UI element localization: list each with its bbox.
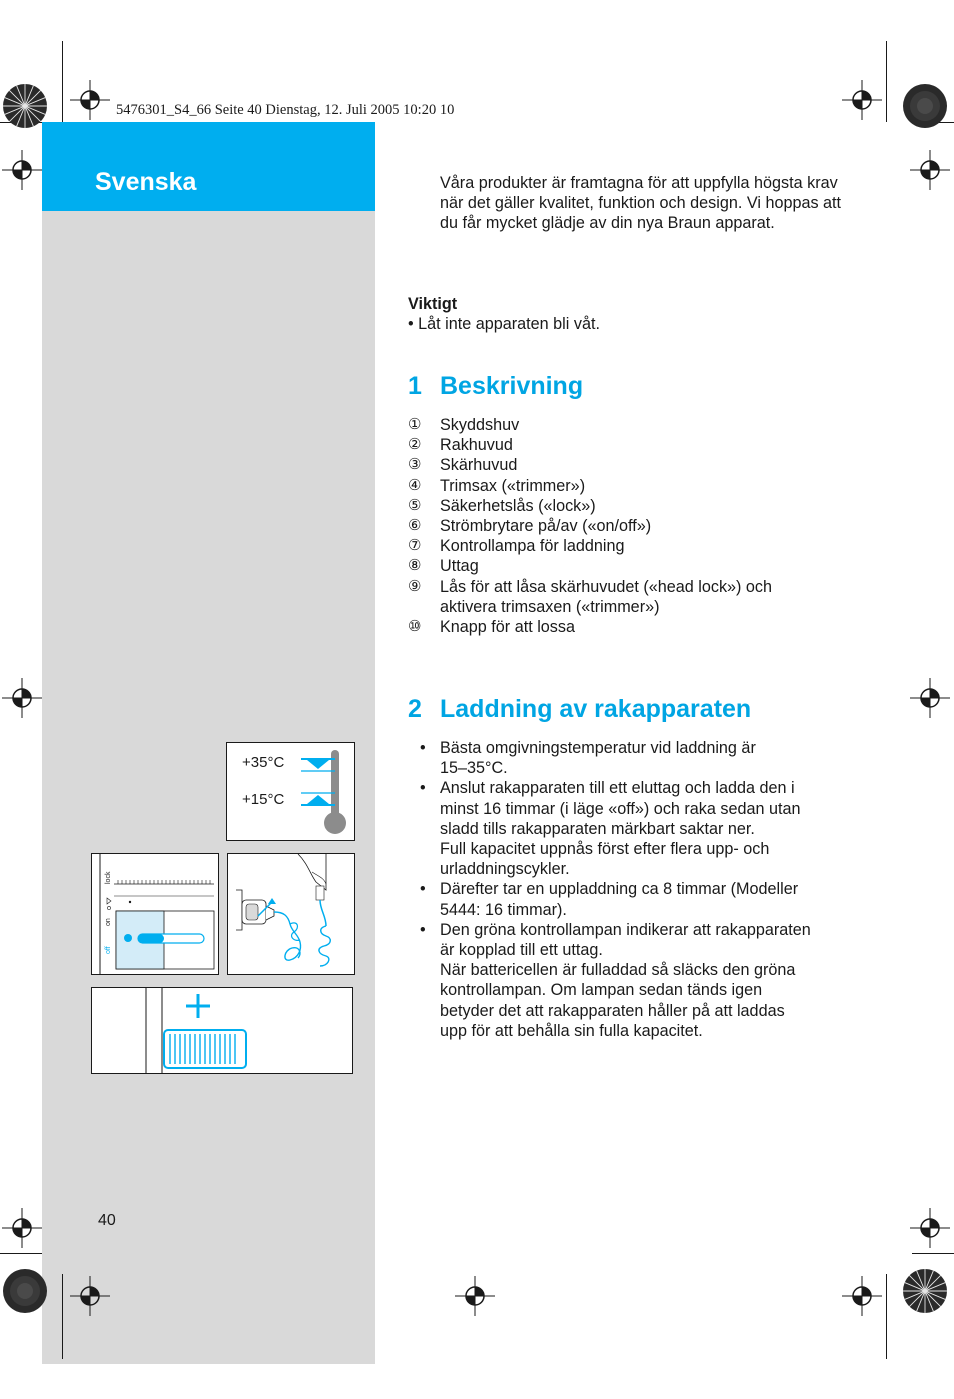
list-item xyxy=(408,617,858,637)
registration-mark-icon xyxy=(2,150,42,190)
list-item xyxy=(408,536,858,556)
important-heading: Viktigt xyxy=(408,295,458,313)
item-text: Trimsax («trimmer») xyxy=(440,476,586,495)
registration-mark-icon xyxy=(910,150,950,190)
item-number: ⑦ xyxy=(408,537,422,555)
item-number: ⑨ xyxy=(408,577,422,595)
registration-mark-icon xyxy=(842,80,882,120)
star-target-icon xyxy=(902,1268,948,1314)
item-text: Säkerhetslås («lock») xyxy=(440,496,596,515)
charging-cord-figure xyxy=(227,853,355,975)
star-target-icon xyxy=(2,1268,48,1314)
section-title: Laddning av rakapparaten xyxy=(440,695,752,723)
registration-mark-icon xyxy=(842,1276,882,1316)
registration-mark-icon xyxy=(910,1208,950,1248)
registration-mark-icon xyxy=(70,80,110,120)
section-title: Beskrivning xyxy=(440,372,584,400)
list-item xyxy=(408,516,858,536)
item-text: Därefter tar en uppladdning ca 8 timmar (Modeller 5444: 16 timmar). xyxy=(440,880,799,919)
item-text: Skyddshuv xyxy=(440,416,520,434)
battery-plus-icon xyxy=(92,988,352,1073)
section-number: 2 xyxy=(408,695,422,723)
item-text: Den gröna kontrollampan indikerar att rakapparaten är kopplad till ett uttag. När battericellen är fulladdad så släcks den gröna kontrollampan. Om lampan sedan tänds igen betyder det att rakapparaten håller på att laddas upp för att behålla sin fulla kapacitet. xyxy=(440,920,811,1040)
item-number: ① xyxy=(408,416,422,433)
item-text: Lås för att låsa skärhuvudet («head lock») och aktivera trimsaxen («trimmer») xyxy=(440,577,773,616)
registration-mark-icon xyxy=(910,678,950,718)
temp-high-label: +35°C xyxy=(242,754,285,771)
item-text: Anslut rakapparaten till ett eluttag och ladda den i minst 16 timmar (i läge «off») och raka sedan utan sladd tills rakapparaten märkbart saktar ner. Full kapacitet uppnås först efter flera upp- och urladdningscykler. xyxy=(440,779,801,879)
item-text: Uttag xyxy=(440,557,479,576)
language-band xyxy=(42,122,375,211)
list-item: • Bästa omgivningstemperatur vid laddning är 15–35°C. xyxy=(420,739,756,778)
on-label: on xyxy=(105,918,112,926)
lock-label: lock xyxy=(105,871,112,884)
section-heading-description xyxy=(408,372,583,401)
item-number: ⑤ xyxy=(408,496,422,514)
item-text: Skärhuvud xyxy=(440,456,518,475)
item-text: Knapp för att lossa xyxy=(440,618,575,637)
temperature-figure xyxy=(226,742,355,841)
parts-list xyxy=(408,415,858,637)
item-number: ⑥ xyxy=(408,517,422,535)
print-header: 5476301_S4_66 Seite 40 Dienstag, 12. Juli 2005 10:20 10 xyxy=(116,102,455,118)
charging-list xyxy=(420,738,860,1041)
item-number: ⑧ xyxy=(408,557,422,575)
item-text: Rakhuvud xyxy=(440,436,513,455)
off-label: off xyxy=(105,946,112,954)
registration-mark-icon xyxy=(2,678,42,718)
item-number: ⑩ xyxy=(408,618,422,636)
list-item: • Anslut rakapparaten till ett eluttag och ladda den i minst 16 timmar (i läge «off») och raka sedan utan sladd tills rakapparaten märkbart saktar ner. Full kapacitet uppnås först efter flera upp- och urladdningscykler. xyxy=(420,779,801,879)
section-number: 1 xyxy=(408,372,422,400)
list-item xyxy=(408,476,858,496)
item-number: ④ xyxy=(408,476,422,494)
language-title: Svenska xyxy=(95,168,197,196)
registration-mark-icon xyxy=(455,1276,495,1316)
list-item: • Därefter tar en uppladdning ca 8 timmar (Modeller 5444: 16 timmar). xyxy=(420,880,799,919)
battery-charge-figure xyxy=(91,987,353,1074)
list-item xyxy=(408,455,858,475)
on-off-switch-icon xyxy=(92,854,218,974)
list-item xyxy=(408,415,858,435)
star-target-icon xyxy=(2,83,48,129)
temp-low-label: +15°C xyxy=(242,791,285,808)
thermometer-icon xyxy=(297,747,353,839)
item-number: ③ xyxy=(408,456,422,474)
list-item: • Den gröna kontrollampan indikerar att rakapparaten är kopplad till ett uttag. När battericellen är fulladdad så släcks den gröna kontrollampan. Om lampan sedan tänds igen betyder det att rakapparaten håller på att laddas upp för att behålla sin fulla kapacitet. xyxy=(420,920,811,1040)
intro-paragraph: Våra produkter är framtagna för att uppfylla högsta krav när det gäller kvalitet, funktion och design. Vi hoppas att du får mycket glädje av din nya Braun apparat. xyxy=(440,174,842,233)
list-item xyxy=(408,556,858,576)
page-number: 40 xyxy=(98,1212,116,1229)
switch-figure xyxy=(91,853,219,975)
item-text: Strömbrytare på/av («on/off») xyxy=(440,517,652,536)
registration-mark-icon xyxy=(70,1276,110,1316)
section-heading-charging xyxy=(408,695,751,724)
item-text: Bästa omgivningstemperatur vid laddning är 15–35°C. xyxy=(440,739,756,778)
list-item xyxy=(408,577,858,617)
list-item xyxy=(408,496,858,516)
registration-mark-icon xyxy=(2,1208,42,1248)
star-target-icon xyxy=(902,83,948,129)
list-item xyxy=(408,435,858,455)
item-number: ② xyxy=(408,436,422,454)
important-item: • Låt inte apparaten bli våt. xyxy=(408,315,600,333)
shaver-plug-cord-icon xyxy=(228,854,354,974)
item-text: Kontrollampa för laddning xyxy=(440,537,625,556)
